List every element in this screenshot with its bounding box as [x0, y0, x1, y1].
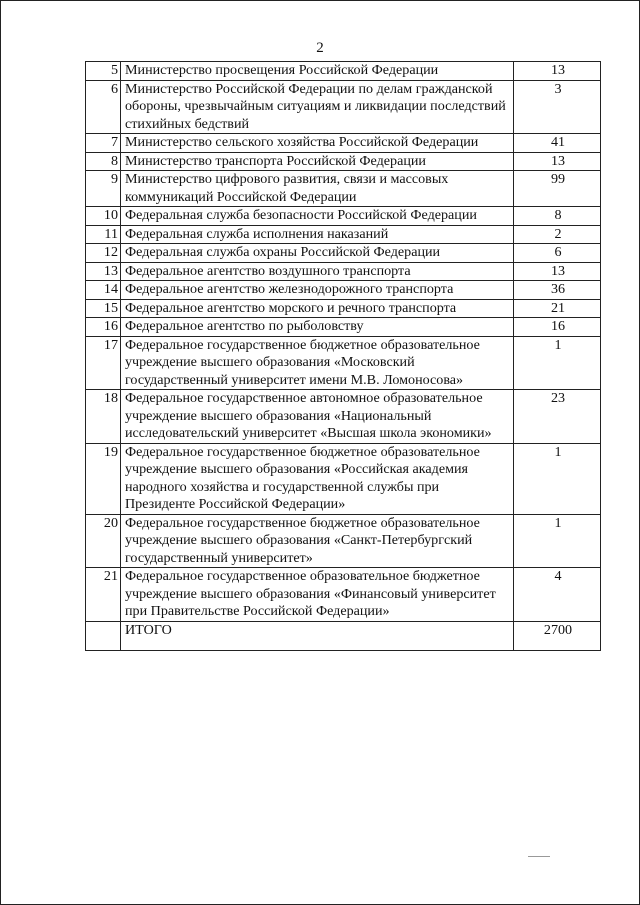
row-number: 14: [86, 281, 121, 300]
table-row: [86, 336, 601, 390]
organization-name: Министерство просвещения Российской Федерации: [121, 62, 514, 81]
quantity: 2: [514, 225, 601, 244]
table-row: [86, 318, 601, 337]
row-number: 8: [86, 152, 121, 171]
table-row: [86, 134, 601, 153]
quantity: 13: [514, 152, 601, 171]
table-row: [86, 171, 601, 207]
row-number: 13: [86, 262, 121, 281]
quantity: 8: [514, 207, 601, 226]
table-row: [86, 225, 601, 244]
table-row: [86, 244, 601, 263]
table-row: [86, 514, 601, 568]
quantity: 41: [514, 134, 601, 153]
table-row: [86, 443, 601, 514]
quantity: 21: [514, 299, 601, 318]
total-row: [86, 621, 601, 650]
organization-name: Федеральное государственное бюджетное образовательное учреждение высшего образования «Санкт-Петербургский государственный университет»: [121, 514, 514, 568]
quantity: 1: [514, 443, 601, 514]
page-number: 2: [316, 40, 324, 56]
row-number: 10: [86, 207, 121, 226]
table-row: [86, 390, 601, 444]
row-number: 11: [86, 225, 121, 244]
quantity: 36: [514, 281, 601, 300]
organization-name: Федеральное государственное образовательное бюджетное учреждение высшего образования «Финансовый университет при Правительстве Российской Федерации»: [121, 568, 514, 622]
total-number-cell: [86, 621, 121, 650]
quantity: 13: [514, 62, 601, 81]
table-row: [86, 568, 601, 622]
organization-name: Федеральная служба исполнения наказаний: [121, 225, 514, 244]
allocation-table: [85, 61, 601, 651]
table-row: [86, 262, 601, 281]
organization-name: Федеральное государственное бюджетное образовательное учреждение высшего образования «Московский государственный университет имени М.В. Ломоносова»: [121, 336, 514, 390]
quantity: 1: [514, 514, 601, 568]
organization-name: Министерство транспорта Российской Федерации: [121, 152, 514, 171]
organization-name: Федеральная служба безопасности Российской Федерации: [121, 207, 514, 226]
organization-name: Федеральное государственное автономное образовательное учреждение высшего образования «Национальный исследовательский университет «Высшая школа экономики»: [121, 390, 514, 444]
quantity: 23: [514, 390, 601, 444]
organization-name: Федеральное агентство морского и речного транспорта: [121, 299, 514, 318]
organization-name: Федеральное агентство железнодорожного транспорта: [121, 281, 514, 300]
table-row: [86, 62, 601, 81]
row-number: 12: [86, 244, 121, 263]
organization-name: Федеральная служба охраны Российской Федерации: [121, 244, 514, 263]
row-number: 18: [86, 390, 121, 444]
quantity: 16: [514, 318, 601, 337]
row-number: 9: [86, 171, 121, 207]
table-row: [86, 207, 601, 226]
organization-name: Министерство сельского хозяйства Российской Федерации: [121, 134, 514, 153]
organization-name: Министерство цифрового развития, связи и массовых коммуникаций Российской Федерации: [121, 171, 514, 207]
scan-artifact: [528, 856, 550, 857]
organization-name: Федеральное агентство воздушного транспорта: [121, 262, 514, 281]
quantity: 99: [514, 171, 601, 207]
row-number: 16: [86, 318, 121, 337]
table-row: [86, 152, 601, 171]
row-number: 6: [86, 80, 121, 134]
organization-name: Федеральное государственное бюджетное образовательное учреждение высшего образования «Российская академия народного хозяйства и государственной службы при Президенте Российской Федерации»: [121, 443, 514, 514]
row-number: 20: [86, 514, 121, 568]
total-quantity: 2700: [514, 621, 601, 650]
row-number: 19: [86, 443, 121, 514]
row-number: 15: [86, 299, 121, 318]
table-row: [86, 281, 601, 300]
table-row: [86, 80, 601, 134]
table-row: [86, 299, 601, 318]
quantity: 3: [514, 80, 601, 134]
quantity: 6: [514, 244, 601, 263]
row-number: 7: [86, 134, 121, 153]
organization-name: Министерство Российской Федерации по делам гражданской обороны, чрезвычайным ситуациям и ликвидации последствий стихийных бедствий: [121, 80, 514, 134]
total-label: ИТОГО: [121, 621, 514, 650]
organization-name: Федеральное агентство по рыболовству: [121, 318, 514, 337]
quantity: 1: [514, 336, 601, 390]
row-number: 5: [86, 62, 121, 81]
row-number: 21: [86, 568, 121, 622]
quantity: 13: [514, 262, 601, 281]
row-number: 17: [86, 336, 121, 390]
quantity: 4: [514, 568, 601, 622]
